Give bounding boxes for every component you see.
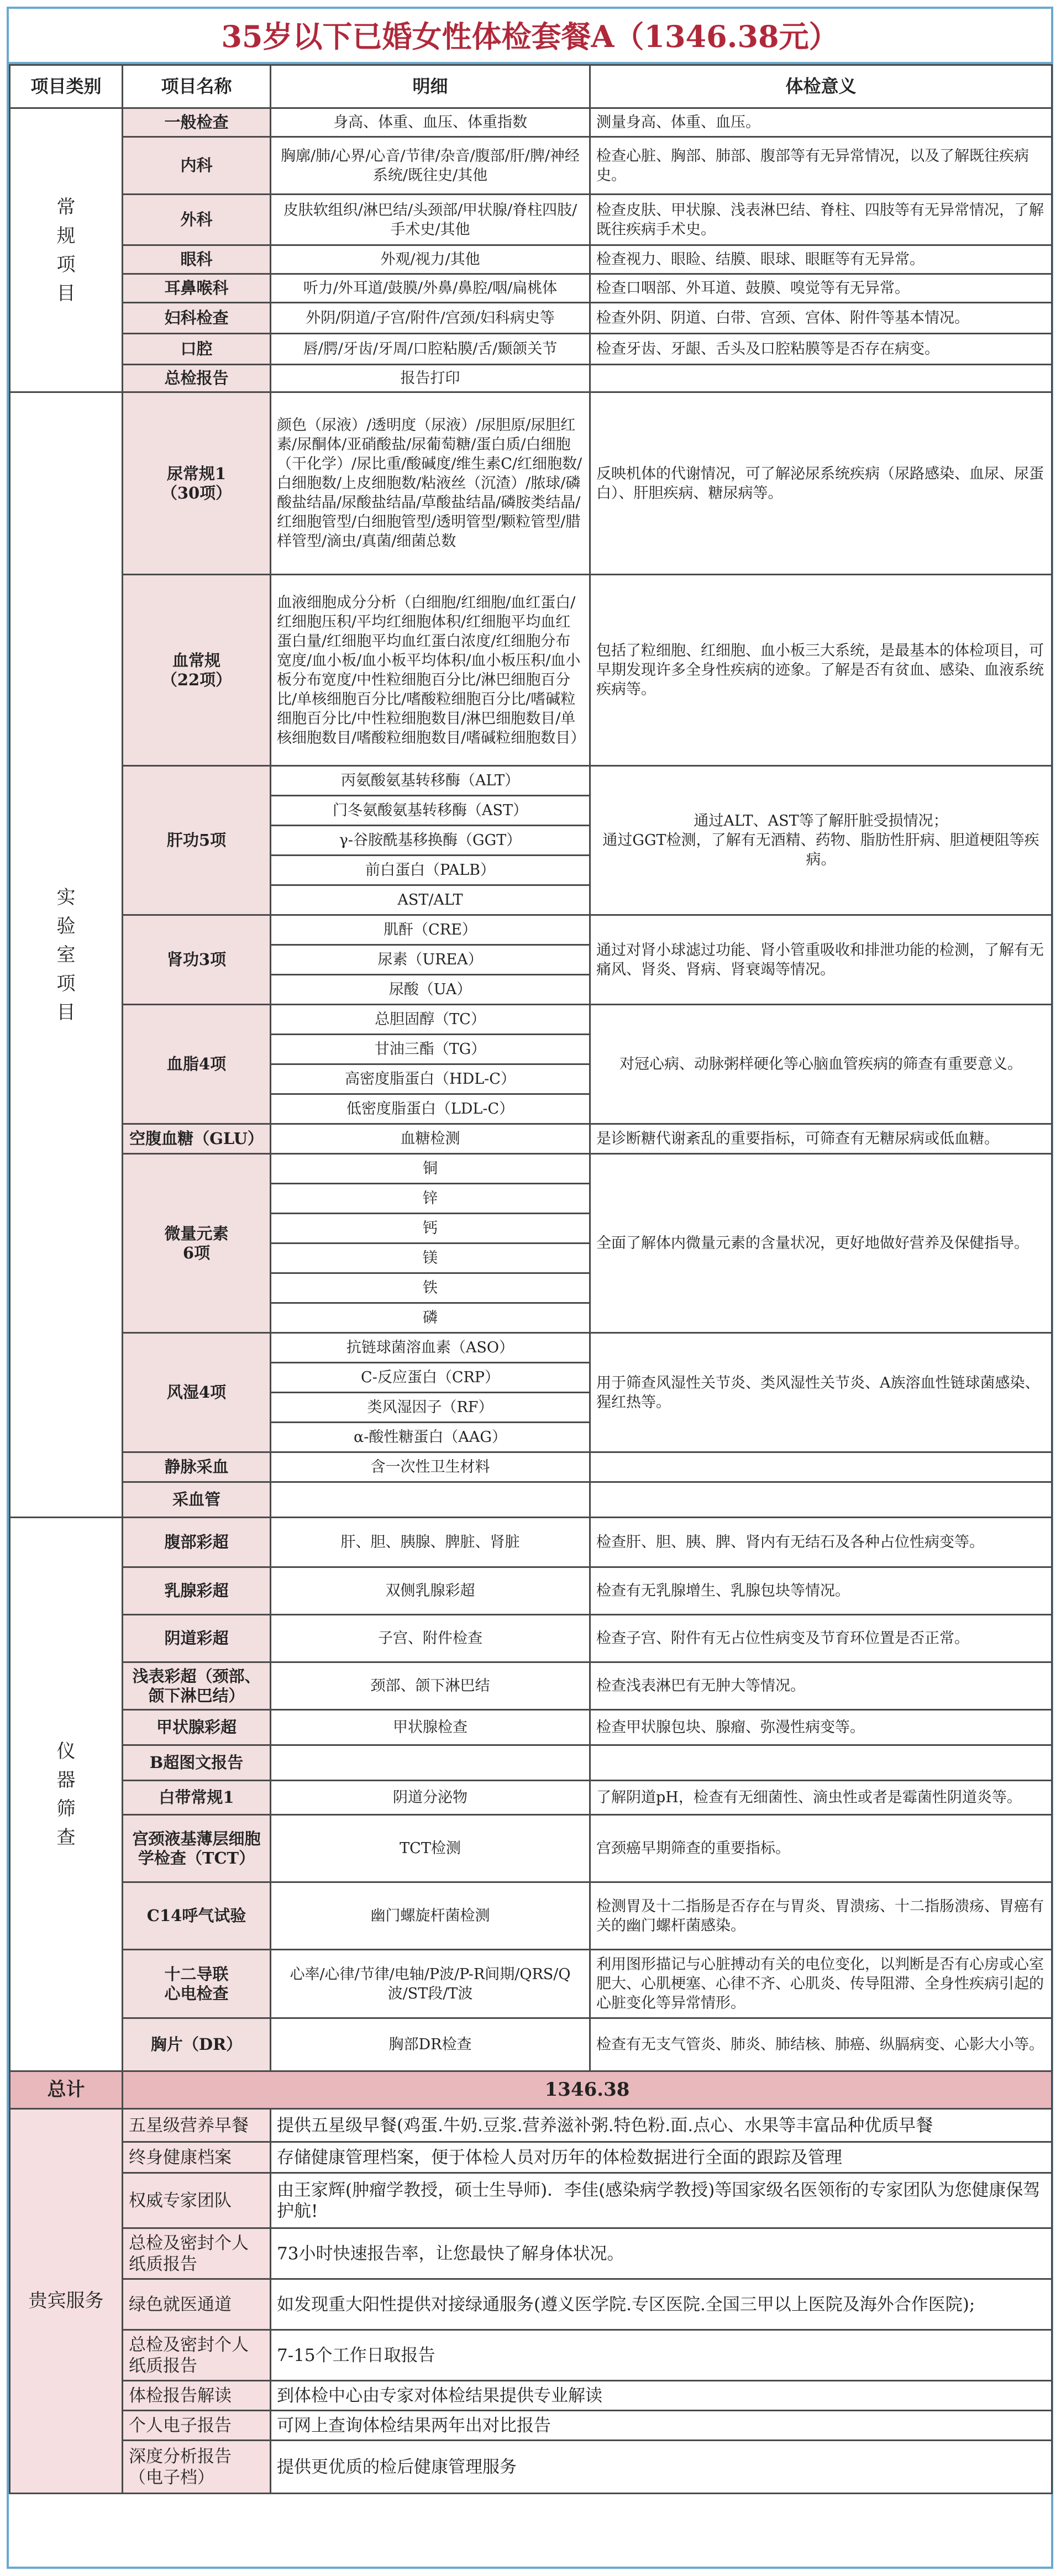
- item-detail: 皮肤软组织/淋巴结/头颈部/甲状腺/脊柱四肢/手术史/其他: [271, 195, 590, 245]
- item-detail: 高密度脂蛋白（HDL-C）: [271, 1064, 590, 1094]
- table-row: [10, 1950, 1052, 2018]
- table-row: [10, 915, 1052, 945]
- item-name: 口腔: [123, 334, 271, 365]
- table-row: [10, 766, 1052, 796]
- item-meaning: 检查子宫、附件有无占位性病变及节育环位置是否正常。: [590, 1615, 1052, 1662]
- vip-service-value: 由王家辉(肿瘤学教授，硕士生导师)．李佳(感染病学教授)等国家级名医领衔的专家团队为您健康保驾护航!: [271, 2173, 1052, 2228]
- item-meaning: [590, 365, 1052, 392]
- item-meaning: 检查肝、胆、胰、脾、肾内有无结石及各种占位性病变等。: [590, 1518, 1052, 1567]
- item-name: 十二导联 心电检查: [123, 1950, 271, 2018]
- table-body: [10, 108, 1052, 2494]
- item-name: 一般检查: [123, 108, 271, 137]
- table-row: [10, 1154, 1052, 1184]
- item-detail: 总胆固醇（TC）: [271, 1005, 590, 1035]
- item-meaning: 是诊断糖代谢紊乱的重要指标，可筛查有无糖尿病或低血糖。: [590, 1124, 1052, 1154]
- item-meaning: 检查皮肤、甲状腺、浅表淋巴结、脊柱、四肢等有无异常情况，了解既往疾病手术史。: [590, 195, 1052, 245]
- header-name: 项目名称: [123, 65, 271, 108]
- item-detail: 前白蛋白（PALB）: [271, 856, 590, 885]
- item-meaning: 测量身高、体重、血压。: [590, 108, 1052, 137]
- category-char: 项: [56, 972, 76, 995]
- vip-service-value: 到体检中心由专家对体检结果提供专业解读: [271, 2381, 1052, 2411]
- item-name: 尿常规1 （30项）: [123, 392, 271, 575]
- table-row: [10, 1452, 1052, 1482]
- item-name: C14呼气试验: [123, 1882, 271, 1950]
- item-detail: 胸部DR检查: [271, 2018, 590, 2071]
- item-meaning: 通过对肾小球滤过功能、肾小管重吸收和排泄功能的检测，了解有无痛风、肾炎、肾病、肾衰竭等情况。: [590, 915, 1052, 1005]
- category-char: 项: [56, 253, 76, 276]
- vip-service-value: 7-15个工作日取报告: [271, 2330, 1052, 2381]
- vip-service-value: 可网上查询体检结果两年出对比报告: [271, 2411, 1052, 2441]
- item-detail: [271, 1745, 590, 1781]
- item-meaning: 检查浅表淋巴有无肿大等情况。: [590, 1662, 1052, 1710]
- vip-row: [10, 2441, 1052, 2494]
- item-meaning: 检查牙齿、牙龈、舌头及口腔粘膜等是否存在病变。: [590, 334, 1052, 365]
- item-detail: 钙: [271, 1214, 590, 1244]
- item-meaning: 包括了粒细胞、红细胞、血小板三大系统，是最基本的体检项目，可早期发现许多全身性疾病的迹象。了解是否有贫血、感染、血液系统疾病等。: [590, 575, 1052, 766]
- category-char: 规: [56, 224, 76, 247]
- table-row: [10, 195, 1052, 245]
- vip-service-name: 总检及密封个人纸质报告: [123, 2228, 271, 2279]
- item-meaning: [590, 1452, 1052, 1482]
- item-name: 乳腺彩超: [123, 1567, 271, 1615]
- category-char: 查: [56, 1826, 76, 1849]
- vip-row: [10, 2142, 1052, 2173]
- vip-row: [10, 2173, 1052, 2228]
- category-cell: [10, 392, 123, 1518]
- item-meaning: 检查心脏、胸部、肺部、腹部等有无异常情况，以及了解既往疾病史。: [590, 137, 1052, 195]
- item-name: B超图文报告: [123, 1745, 271, 1781]
- item-meaning: 检查有无支气管炎、肺炎、肺结核、肺癌、纵膈病变、心影大小等。: [590, 2018, 1052, 2071]
- item-name: 腹部彩超: [123, 1518, 271, 1567]
- item-name: 肾功3项: [123, 915, 271, 1005]
- category-cell: [10, 108, 123, 392]
- category-char: 目: [56, 282, 76, 305]
- vip-row: [10, 2109, 1052, 2142]
- item-name: 血脂4项: [123, 1005, 271, 1124]
- item-detail: 颜色（尿液）/透明度（尿液）/尿胆原/尿胆红素/尿酮体/亚硝酸盐/尿葡萄糖/蛋白质/白细胞（干化学）/尿比重/酸碱度/维生素C/红细胞数/白细胞数/上皮细胞数/粘液丝（沉渣）/脓球/磷酸盐结晶/尿酸盐结晶/草酸盐结晶/磷胺类结晶/红细胞管型/白细胞管型/透明管型/颗粒管型/腊样管型/滴虫/真菌/细菌总数: [271, 392, 590, 575]
- item-name: 肝功5项: [123, 766, 271, 915]
- vip-service-name: 体检报告解读: [123, 2381, 271, 2411]
- item-meaning: 检查甲状腺包块、腺瘤、弥漫性病变等。: [590, 1710, 1052, 1745]
- category-char: 验: [56, 915, 76, 937]
- item-detail: 颈部、颌下淋巴结: [271, 1662, 590, 1710]
- vip-row: [10, 2330, 1052, 2381]
- item-detail: 阴道分泌物: [271, 1781, 590, 1815]
- table-row: [10, 1615, 1052, 1662]
- item-meaning: 对冠心病、动脉粥样硬化等心脑血管疾病的筛查有重要意义。: [590, 1005, 1052, 1124]
- item-name: 总检报告: [123, 365, 271, 392]
- item-meaning: 通过ALT、AST等了解肝脏受损情况； 通过GGT检测，了解有无酒精、药物、脂肪性肝病、胆道梗阻等疾病。: [590, 766, 1052, 915]
- item-meaning: 检查口咽部、外耳道、鼓膜、嗅觉等有无异常。: [590, 274, 1052, 303]
- vip-row: [10, 2411, 1052, 2441]
- item-detail: γ-谷胺酰基移换酶（GGT）: [271, 826, 590, 856]
- vip-service-value: 73小时快速报告率，让您最快了解身体状况。: [271, 2228, 1052, 2279]
- item-name: 妇科检查: [123, 303, 271, 334]
- vip-row: [10, 2381, 1052, 2411]
- category-char: 目: [56, 1001, 76, 1024]
- item-detail: 铜: [271, 1154, 590, 1184]
- item-name: 宫颈液基薄层细胞学检查（TCT）: [123, 1815, 271, 1882]
- table-row: [10, 1882, 1052, 1950]
- item-name: 阴道彩超: [123, 1615, 271, 1662]
- item-detail: 心率/心律/节律/电轴/P波/P-R间期/QRS/Q波/ST段/T波: [271, 1950, 590, 2018]
- table-row: [10, 1710, 1052, 1745]
- table-row: [10, 1745, 1052, 1781]
- item-detail: 唇/腭/牙齿/牙周/口腔粘膜/舌/颞颌关节: [271, 334, 590, 365]
- table-row: [10, 2018, 1052, 2071]
- item-name: 静脉采血: [123, 1452, 271, 1482]
- category-char: 实: [56, 886, 76, 909]
- item-detail: 双侧乳腺彩超: [271, 1567, 590, 1615]
- vip-service-name: 绿色就医通道: [123, 2279, 271, 2330]
- item-meaning: [590, 1482, 1052, 1518]
- table-row: [10, 137, 1052, 195]
- category-char: 仪: [56, 1740, 76, 1762]
- item-name: 空腹血糖（GLU）: [123, 1124, 271, 1154]
- item-detail: 门冬氨酸氨基转移酶（AST）: [271, 796, 590, 826]
- header-detail: 明细: [271, 65, 590, 108]
- table-row: [10, 303, 1052, 334]
- item-detail: 低密度脂蛋白（LDL-C）: [271, 1094, 590, 1124]
- item-detail: 镁: [271, 1244, 590, 1273]
- item-detail: 听力/外耳道/鼓膜/外鼻/鼻腔/咽/扁桃体: [271, 274, 590, 303]
- item-detail: 尿酸（UA）: [271, 975, 590, 1005]
- category-char: 常: [56, 196, 76, 218]
- table-row: [10, 274, 1052, 303]
- total-value: 1346.38: [123, 2071, 1052, 2109]
- item-detail: 肌酐（CRE）: [271, 915, 590, 945]
- item-detail: 幽门螺旋杆菌检测: [271, 1882, 590, 1950]
- item-meaning: 了解阴道pH，检查有无细菌性、滴虫性或者是霉菌性阴道炎等。: [590, 1781, 1052, 1815]
- item-detail: [271, 1482, 590, 1518]
- item-detail: 外阴/阴道/子宫/附件/宫颈/妇科病史等: [271, 303, 590, 334]
- item-detail: 铁: [271, 1273, 590, 1303]
- item-name: 浅表彩超（颈部、颌下淋巴结）: [123, 1662, 271, 1710]
- item-detail: 胸廓/肺/心界/心音/节律/杂音/腹部/肝/脾/神经系统/既往史/其他: [271, 137, 590, 195]
- item-meaning: 检测胃及十二指肠是否存在与胃炎、胃溃疡、十二指肠溃疡、胃癌有关的幽门螺杆菌感染。: [590, 1882, 1052, 1950]
- item-detail: 子宫、附件检查: [271, 1615, 590, 1662]
- table-row: [10, 1662, 1052, 1710]
- vip-row: [10, 2279, 1052, 2330]
- item-detail: 抗链球菌溶血素（ASO）: [271, 1333, 590, 1363]
- total-label: 总计: [10, 2071, 123, 2109]
- table-row: [10, 1781, 1052, 1815]
- total-row: [10, 2071, 1052, 2109]
- checkup-table: [9, 64, 1053, 2494]
- item-name: 眼科: [123, 245, 271, 274]
- table-row: [10, 1815, 1052, 1882]
- table-row: [10, 1005, 1052, 1035]
- item-meaning: 用于筛查风湿性关节炎、类风湿性关节炎、A族溶血性链球菌感染、猩红热等。: [590, 1333, 1052, 1452]
- vip-service-value: 提供五星级早餐(鸡蛋.牛奶.豆浆.营养滋补粥.特色粉.面.点心、水果等丰富品种优质早餐: [271, 2109, 1052, 2142]
- item-detail: 磷: [271, 1303, 590, 1333]
- vip-service-name: 五星级营养早餐: [123, 2109, 271, 2142]
- table-row: [10, 1333, 1052, 1363]
- vip-category: 贵宾服务: [10, 2109, 123, 2494]
- table-row: [10, 245, 1052, 274]
- page-title: 35岁以下已婚女性体检套餐A（1346.38元）: [9, 9, 1051, 64]
- table-row: [10, 1124, 1052, 1154]
- vip-service-name: 个人电子报告: [123, 2411, 271, 2441]
- category-char: 筛: [56, 1797, 76, 1820]
- item-name: 微量元素 6项: [123, 1154, 271, 1333]
- vip-service-name: 深度分析报告（电子档）: [123, 2441, 271, 2494]
- item-name: 风湿4项: [123, 1333, 271, 1452]
- table-row: [10, 575, 1052, 766]
- item-detail: 身高、体重、血压、体重指数: [271, 108, 590, 137]
- header-meaning: 体检意义: [590, 65, 1052, 108]
- item-detail: 含一次性卫生材料: [271, 1452, 590, 1482]
- table-row: [10, 108, 1052, 137]
- item-name: 白带常规1: [123, 1781, 271, 1815]
- item-detail: 甘油三酯（TG）: [271, 1035, 590, 1064]
- item-detail: 报告打印: [271, 365, 590, 392]
- item-name: 外科: [123, 195, 271, 245]
- item-name: 耳鼻喉科: [123, 274, 271, 303]
- table-row: [10, 1567, 1052, 1615]
- table-row: [10, 334, 1052, 365]
- table-row: [10, 1518, 1052, 1567]
- item-name: 胸片（DR）: [123, 2018, 271, 2071]
- item-meaning: 检查视力、眼睑、结膜、眼球、眼眶等有无异常。: [590, 245, 1052, 274]
- item-name: 采血管: [123, 1482, 271, 1518]
- item-detail: 血液细胞成分分析（白细胞/红细胞/血红蛋白/红细胞压积/平均红细胞体积/红细胞平均血红蛋白量/红细胞平均血红蛋白浓度/红细胞分布宽度/血小板/血小板平均体积/血小板压积/血小板分布宽度/中性粒细胞百分比/淋巴细胞百分比/单核细胞百分比/嗜酸粒细胞百分比/嗜碱粒细胞百分比/中性粒细胞数目/淋巴细胞数目/单核细胞数目/嗜酸粒细胞数目/嗜碱粒细胞数目）: [271, 575, 590, 766]
- item-detail: α-酸性糖蛋白（AAG）: [271, 1423, 590, 1452]
- item-name: 内科: [123, 137, 271, 195]
- item-detail: 尿素（UREA）: [271, 945, 590, 975]
- item-detail: 丙氨酸氨基转移酶（ALT）: [271, 766, 590, 796]
- vip-service-value: 提供更优质的检后健康管理服务: [271, 2441, 1052, 2494]
- vip-row: [10, 2228, 1052, 2279]
- item-meaning: [590, 1745, 1052, 1781]
- item-meaning: 检查外阴、阴道、白带、宫颈、宫体、附件等基本情况。: [590, 303, 1052, 334]
- item-detail: 甲状腺检查: [271, 1710, 590, 1745]
- item-detail: TCT检测: [271, 1815, 590, 1882]
- item-detail: 血糖检测: [271, 1124, 590, 1154]
- vip-service-value: 存储健康管理档案，便于体检人员对历年的体检数据进行全面的跟踪及管理: [271, 2142, 1052, 2173]
- table-row: [10, 365, 1052, 392]
- vip-service-value: 如发现重大阳性提供对接绿通服务(遵义医学院.专区医院.全国三甲以上医院及海外合作医院);: [271, 2279, 1052, 2330]
- category-cell: [10, 1518, 123, 2071]
- table-row: [10, 1482, 1052, 1518]
- item-detail: 外观/视力/其他: [271, 245, 590, 274]
- item-detail: C-反应蛋白（CRP）: [271, 1363, 590, 1393]
- item-name: 甲状腺彩超: [123, 1710, 271, 1745]
- item-name: 血常规 （22项）: [123, 575, 271, 766]
- category-char: 器: [56, 1769, 76, 1791]
- item-detail: 肝、胆、胰腺、脾脏、肾脏: [271, 1518, 590, 1567]
- item-meaning: 检查有无乳腺增生、乳腺包块等情况。: [590, 1567, 1052, 1615]
- item-meaning: 宫颈癌早期筛查的重要指标。: [590, 1815, 1052, 1882]
- category-char: 室: [56, 943, 76, 966]
- vip-service-name: 权威专家团队: [123, 2173, 271, 2228]
- vip-service-name: 总检及密封个人纸质报告: [123, 2330, 271, 2381]
- vip-service-name: 终身健康档案: [123, 2142, 271, 2173]
- header-category: 项目类别: [10, 65, 123, 108]
- item-meaning: 反映机体的代谢情况，可了解泌尿系统疾病（尿路感染、血尿、尿蛋白）、肝胆疾病、糖尿病等。: [590, 392, 1052, 575]
- item-detail: 锌: [271, 1184, 590, 1214]
- item-meaning: 全面了解体内微量元素的含量状况，更好地做好营养及保健指导。: [590, 1154, 1052, 1333]
- item-meaning: 利用图形描记与心脏搏动有关的电位变化，以判断是否有心房或心室肥大、心肌梗塞、心律不齐、心肌炎、传导阻滞、全身性疾病引起的心脏变化等异常情形。: [590, 1950, 1052, 2018]
- table-row: [10, 392, 1052, 575]
- item-detail: 类风湿因子（RF）: [271, 1393, 590, 1423]
- item-detail: AST/ALT: [271, 885, 590, 915]
